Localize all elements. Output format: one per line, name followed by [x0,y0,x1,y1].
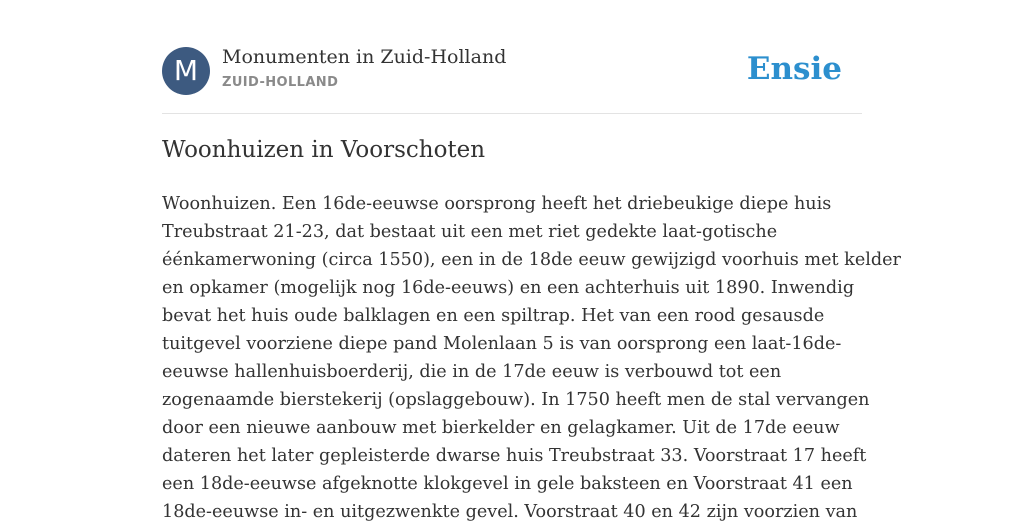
article-title: Woonhuizen in Voorschoten [162,137,486,163]
article-body-line: een 18de-eeuwse afgeknotte klokgevel in gele baksteen en Voorstraat 41 een [162,474,853,494]
article-body-line: 18de-eeuwse in- en uitgezwenkte gevel. Voorstraat 40 en 42 zijn voorzien van [162,502,858,522]
article-body-line: dateren het later gepleisterde dwarse huis Treubstraat 33. Voorstraat 17 heeft [162,446,867,466]
publication-avatar[interactable]: M [162,47,210,95]
article-body [162,190,901,526]
article-body-line: door een nieuwe aanbouw met bierkelder en gelagkamer. Uit de 17de eeuw [162,418,840,438]
article-body-line: éénkamerwoning (circa 1550), een in de 18de eeuw gewijzigd voorhuis met kelder [162,250,901,270]
article-card [162,0,901,522]
publication-name-link[interactable]: Monumenten in Zuid-Holland [222,46,507,68]
publication-header [162,0,862,114]
ensie-logo[interactable]: Ensie [746,51,842,87]
article-body-line: zogenaamde bierstekerij (opslaggebouw). In 1750 heeft men de stal vervangen [162,390,870,410]
publication-region-label: ZUID-HOLLAND [222,75,339,90]
article-body-line: Treubstraat 21-23, dat bestaat uit een met riet gedekte laat-gotische [162,222,778,242]
article-body-line: Woonhuizen. Een 16de-eeuwse oorsprong heeft het driebeukige diepe huis [162,194,832,214]
article-body-line: eeuwse hallenhuisboerderij, die in de 17de eeuw is verbouwd tot een [162,362,782,382]
article-body-line: en opkamer (mogelijk nog 16de-eeuws) en een achterhuis uit 1890. Inwendig [162,278,855,298]
article-body-line: bevat het huis oude balklagen en een spiltrap. Het van een rood gesausde [162,306,825,326]
article-body-line: tuitgevel voorziene diepe pand Molenlaan 5 is van oorsprong een laat-16de- [162,334,842,354]
